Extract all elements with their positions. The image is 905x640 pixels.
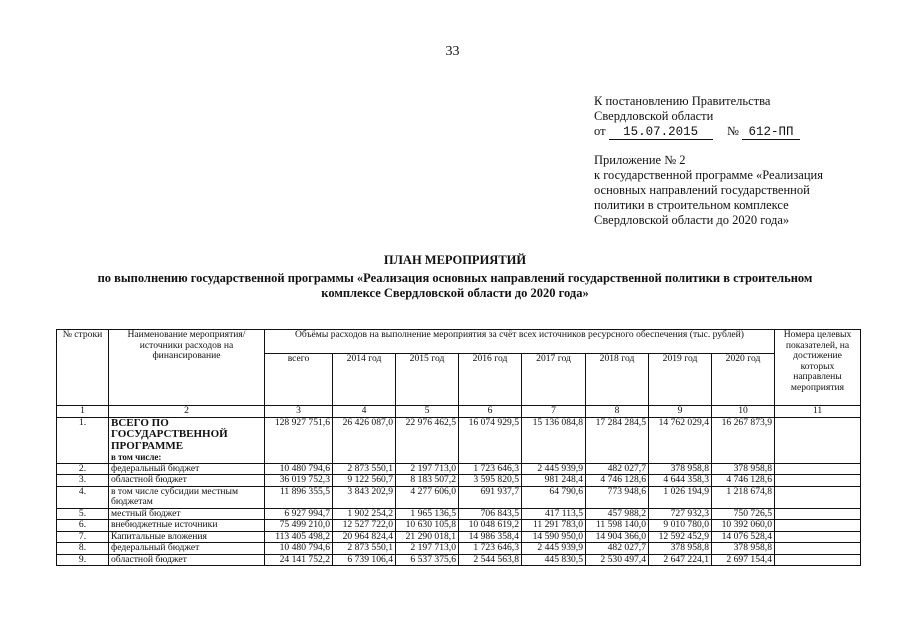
value-cell: 10 392 060,0 (712, 520, 775, 532)
value-cell: 10 630 105,8 (396, 520, 459, 532)
value-cell: 1 723 646,3 (459, 543, 522, 555)
row-name (109, 417, 265, 463)
row-number: 9. (57, 554, 109, 566)
indicator-cell (775, 543, 861, 555)
value-cell: 26 426 087,0 (333, 417, 396, 463)
value-cell: 2 445 939,9 (522, 463, 586, 475)
date-prefix: от (594, 124, 606, 138)
number-prefix: № (726, 124, 739, 138)
value-cell: 2 647 224,1 (649, 554, 712, 566)
value-cell: 9 122 560,7 (333, 475, 396, 487)
header-year: 2019 год (649, 354, 712, 406)
document-title: ПЛАН МЕРОПРИЯТИЙ (383, 253, 527, 267)
subtitle-line-1: по выполнению государственной программы «Реализация основных направлений государственной политики в строительном (97, 271, 813, 285)
appendix-line-2: к государственной программе «Реализация (594, 168, 823, 182)
header-total: всего (265, 354, 333, 406)
value-cell: 16 074 929,5 (459, 417, 522, 463)
value-cell: 64 790,6 (522, 486, 586, 508)
value-cell: 36 019 752,3 (265, 475, 333, 487)
value-cell: 1 026 194,9 (649, 486, 712, 508)
date-value: 15.07.2015 (609, 126, 713, 140)
header-year: 2015 год (396, 354, 459, 406)
decree-date-line (594, 124, 894, 140)
row-name: федеральный бюджет (109, 463, 265, 475)
table-row (57, 554, 861, 566)
decree-line-1: К постановлению Правительства (594, 94, 771, 108)
value-cell: 727 932,3 (649, 508, 712, 520)
indicator-cell (775, 417, 861, 463)
value-cell: 1 965 136,5 (396, 508, 459, 520)
value-cell: 457 988,2 (586, 508, 649, 520)
header-year: 2018 год (586, 354, 649, 406)
value-cell: 128 927 751,6 (265, 417, 333, 463)
header-indicators: Номера целевых показателей, на достижение которых направлены мероприятия (775, 330, 861, 406)
value-cell: 11 896 355,5 (265, 486, 333, 508)
value-cell: 10 480 794,6 (265, 463, 333, 475)
column-number: 8 (586, 406, 649, 418)
value-cell: 1 723 646,3 (459, 463, 522, 475)
column-number: 2 (109, 406, 265, 418)
value-cell: 482 027,7 (586, 463, 649, 475)
column-number: 11 (775, 406, 861, 418)
value-cell: 378 958,8 (649, 543, 712, 555)
header-year: 2017 год (522, 354, 586, 406)
header-year: 2020 год (712, 354, 775, 406)
row-number: 1. (57, 417, 109, 463)
value-cell: 16 267 873,9 (712, 417, 775, 463)
value-cell: 4 644 358,3 (649, 475, 712, 487)
column-number-row (57, 406, 861, 418)
value-cell: 14 762 029,4 (649, 417, 712, 463)
row-name-main: ВСЕГО ПО ГОСУДАРСТВЕННОЙ ПРОГРАММЕ (111, 416, 228, 452)
column-number: 1 (57, 406, 109, 418)
header-year: 2016 год (459, 354, 522, 406)
value-cell: 14 904 366,0 (586, 531, 649, 543)
table-row (57, 531, 861, 543)
indicator-cell (775, 531, 861, 543)
table-row (57, 486, 861, 508)
value-cell: 4 277 606,0 (396, 486, 459, 508)
value-cell: 2 445 939,9 (522, 543, 586, 555)
row-name: местный бюджет (109, 508, 265, 520)
value-cell: 10 048 619,2 (459, 520, 522, 532)
value-cell: 2 873 550,1 (333, 543, 396, 555)
value-cell: 3 595 820,5 (459, 475, 522, 487)
row-name: Капитальные вложения (109, 531, 265, 543)
table-row (57, 508, 861, 520)
value-cell: 6 927 994,7 (265, 508, 333, 520)
value-cell: 2 697 154,4 (712, 554, 775, 566)
appendix-line-1: Приложение № 2 (594, 153, 686, 167)
indicator-cell (775, 508, 861, 520)
header-year: 2014 год (333, 354, 396, 406)
row-name: федеральный бюджет (109, 543, 265, 555)
value-cell: 691 937,7 (459, 486, 522, 508)
table-row (57, 520, 861, 532)
decree-reference (594, 94, 894, 140)
value-cell: 378 958,8 (712, 543, 775, 555)
value-cell: 981 248,4 (522, 475, 586, 487)
column-number: 3 (265, 406, 333, 418)
subtitle-line-2: комплексе Свердловской области до 2020 года» (321, 286, 589, 300)
value-cell: 8 183 507,2 (396, 475, 459, 487)
value-cell: 14 076 528,4 (712, 531, 775, 543)
value-cell: 12 527 722,0 (333, 520, 396, 532)
row-name-sub: в том числе: (111, 452, 162, 462)
value-cell: 1 902 254,2 (333, 508, 396, 520)
value-cell: 2 197 713,0 (396, 543, 459, 555)
row-number: 4. (57, 486, 109, 508)
column-number: 6 (459, 406, 522, 418)
value-cell: 14 590 950,0 (522, 531, 586, 543)
value-cell: 2 873 550,1 (333, 463, 396, 475)
value-cell: 24 141 752,2 (265, 554, 333, 566)
value-cell: 9 010 780,0 (649, 520, 712, 532)
column-number: 4 (333, 406, 396, 418)
row-number: 2. (57, 463, 109, 475)
value-cell: 17 284 284,5 (586, 417, 649, 463)
header-row-number: № строки (57, 330, 109, 406)
table-row (57, 543, 861, 555)
column-number: 5 (396, 406, 459, 418)
appendix-line-3: основных направлений государственной (594, 183, 810, 197)
value-cell: 706 843,5 (459, 508, 522, 520)
column-number: 7 (522, 406, 586, 418)
value-cell: 20 964 824,4 (333, 531, 396, 543)
value-cell: 417 113,5 (522, 508, 586, 520)
value-cell: 6 739 106,4 (333, 554, 396, 566)
value-cell: 378 958,8 (712, 463, 775, 475)
decree-line-2: Свердловской области (594, 109, 714, 123)
row-name: в том числе субсидии местным бюджетам (109, 486, 265, 508)
row-number: 3. (57, 475, 109, 487)
value-cell: 11 598 140,0 (586, 520, 649, 532)
plan-table (56, 329, 861, 566)
row-name: областной бюджет (109, 554, 265, 566)
value-cell: 22 976 462,5 (396, 417, 459, 463)
value-cell: 3 843 202,9 (333, 486, 396, 508)
value-cell: 2 530 497,4 (586, 554, 649, 566)
indicator-cell (775, 554, 861, 566)
row-number: 7. (57, 531, 109, 543)
indicator-cell (775, 475, 861, 487)
value-cell: 12 592 452,9 (649, 531, 712, 543)
column-number: 9 (649, 406, 712, 418)
column-number: 10 (712, 406, 775, 418)
row-name: внебюджетные источники (109, 520, 265, 532)
value-cell: 75 499 210,0 (265, 520, 333, 532)
row-number: 8. (57, 543, 109, 555)
value-cell: 10 480 794,6 (265, 543, 333, 555)
value-cell: 445 830,5 (522, 554, 586, 566)
header-name: Наименование мероприятия/источники расходов на финансирование (109, 330, 265, 406)
value-cell: 4 746 128,6 (586, 475, 649, 487)
table-row (57, 463, 861, 475)
value-cell: 773 948,6 (586, 486, 649, 508)
header-volumes: Объёмы расходов на выполнение мероприятия за счёт всех источников ресурсного обеспечения (тыс. рублей) (265, 330, 775, 354)
value-cell: 2 197 713,0 (396, 463, 459, 475)
value-cell: 750 726,5 (712, 508, 775, 520)
value-cell: 21 290 018,1 (396, 531, 459, 543)
value-cell: 15 136 084,8 (522, 417, 586, 463)
indicator-cell (775, 486, 861, 508)
table-row (57, 475, 861, 487)
value-cell: 14 986 358,4 (459, 531, 522, 543)
row-name: областной бюджет (109, 475, 265, 487)
table-row (57, 417, 861, 463)
value-cell: 378 958,8 (649, 463, 712, 475)
value-cell: 11 291 783,0 (522, 520, 586, 532)
value-cell: 482 027,7 (586, 543, 649, 555)
document-subtitle (60, 271, 850, 301)
value-cell: 6 537 375,6 (396, 554, 459, 566)
appendix-reference (594, 153, 894, 228)
appendix-line-5: Свердловской области до 2020 года» (594, 213, 790, 227)
row-number: 5. (57, 508, 109, 520)
indicator-cell (775, 520, 861, 532)
value-cell: 1 218 674,8 (712, 486, 775, 508)
number-value: 612-ПП (742, 126, 800, 140)
value-cell: 4 746 128,6 (712, 475, 775, 487)
value-cell: 2 544 563,8 (459, 554, 522, 566)
row-number: 6. (57, 520, 109, 532)
value-cell: 113 405 498,2 (265, 531, 333, 543)
indicator-cell (775, 463, 861, 475)
page-number: 33 (445, 44, 460, 59)
appendix-line-4: политики в строительном комплексе (594, 198, 789, 212)
